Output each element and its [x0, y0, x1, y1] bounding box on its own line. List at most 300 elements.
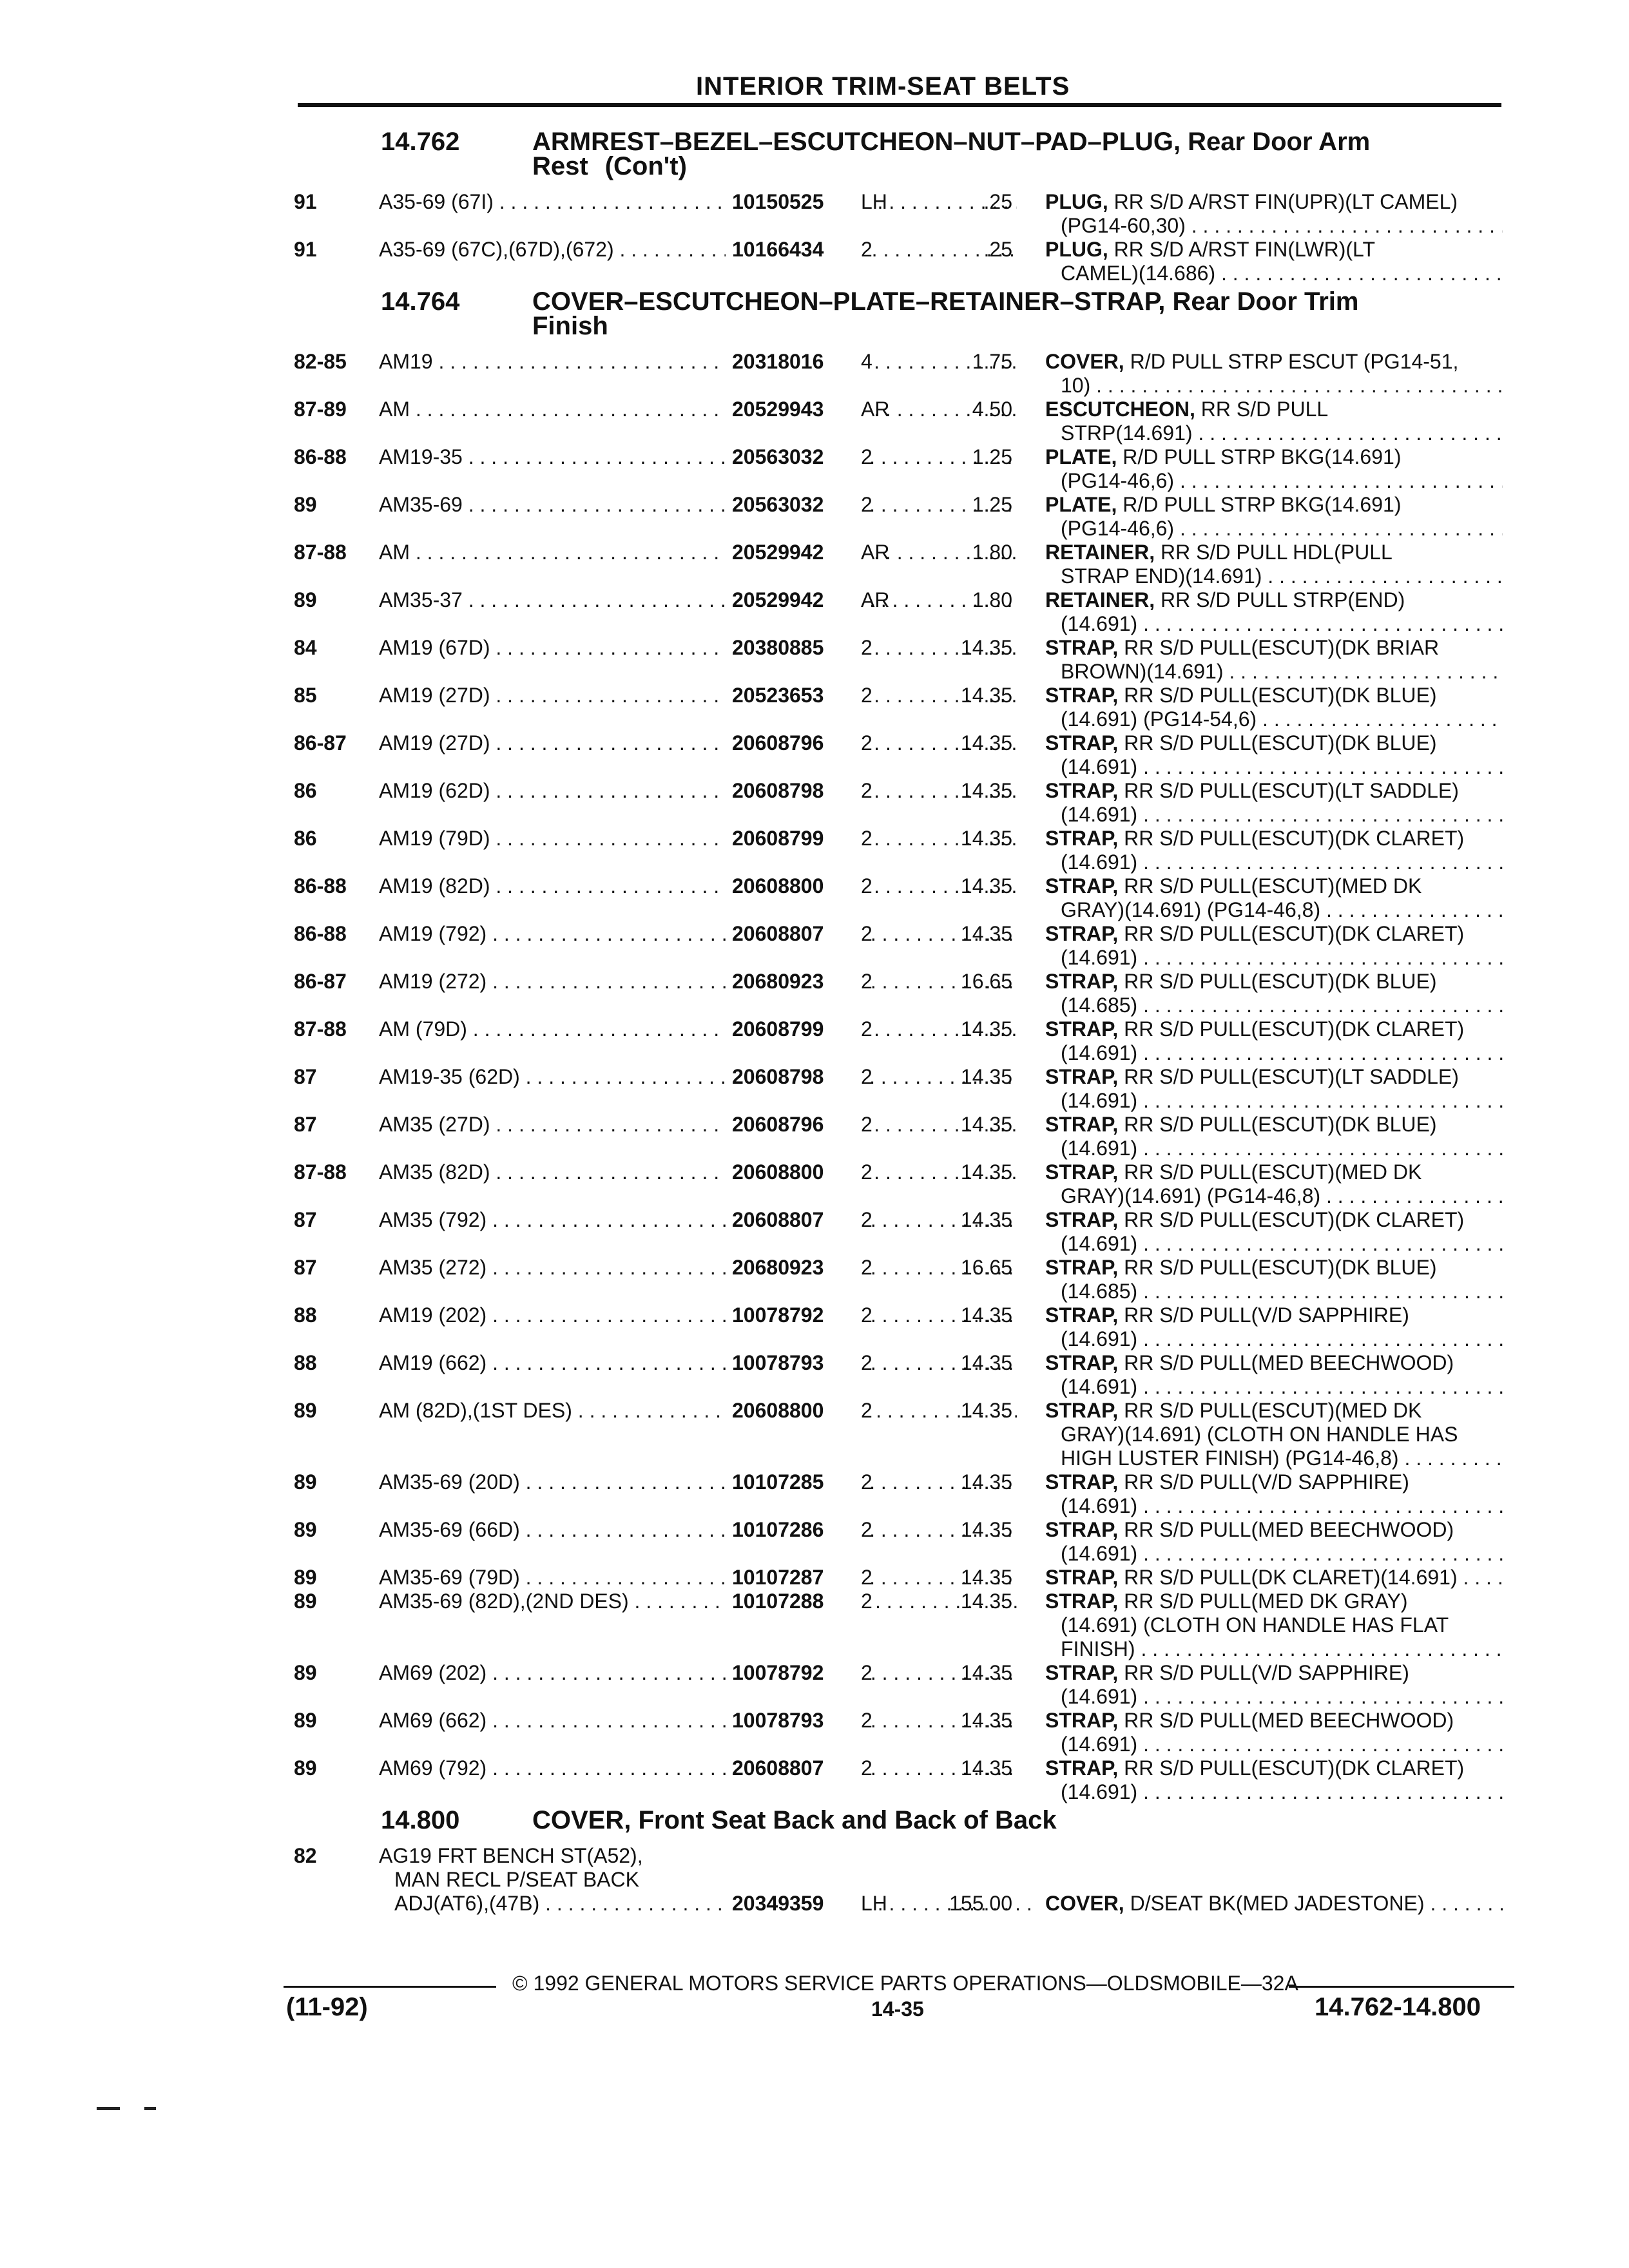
- footer-rule-left: [284, 1986, 496, 1988]
- quantity: 2: [861, 445, 872, 468]
- quantity: AR: [861, 398, 890, 421]
- application-text: AM (79D) . . .: [379, 1017, 1017, 1041]
- quantity: 2: [861, 1566, 872, 1589]
- part-number: 20680923: [726, 1256, 871, 1280]
- description-line: BROWN)(14.691) . . .: [1045, 660, 1503, 684]
- description: [1045, 1017, 1503, 1065]
- model-years: 87: [294, 1208, 317, 1231]
- description-text: RR S/D PULL(ESCUT)(DK BLUE): [1118, 1256, 1437, 1279]
- part-number: 20523653: [726, 684, 871, 707]
- description-text: R/D PULL STRP BKG(14.691): [1117, 493, 1402, 516]
- section-title-text: Finish: [532, 312, 608, 340]
- section-number: 14.762: [381, 128, 460, 156]
- model-years: 89: [294, 1709, 317, 1732]
- parts-entry: [294, 190, 1512, 238]
- price: 14.35: [960, 779, 1012, 802]
- parts-entry: [294, 1160, 1512, 1208]
- application-text: AM35-69 (20D) . . .: [379, 1470, 1017, 1494]
- description-line: [1045, 1160, 1503, 1184]
- footer-rule-right: [1289, 1986, 1514, 1988]
- application-text: A35-69 (67C),(67D),(672) . . .: [379, 238, 1017, 262]
- description-line: (PG14-46,6) . . .: [1045, 469, 1503, 493]
- description: [1045, 398, 1503, 445]
- description: [1045, 1709, 1503, 1756]
- description: [1045, 779, 1503, 827]
- quantity: 2: [861, 1590, 872, 1613]
- description-keyword: RETAINER,: [1045, 588, 1155, 611]
- description-keyword: STRAP,: [1045, 684, 1119, 707]
- parts-entry: [294, 1351, 1512, 1399]
- model-years: 89: [294, 588, 317, 611]
- description: [1045, 1113, 1503, 1160]
- model-years: 89: [294, 493, 317, 516]
- section-heading: [294, 289, 1512, 350]
- part-number: 20608796: [726, 731, 871, 755]
- description-line: [1045, 588, 1503, 612]
- description-keyword: STRAP,: [1045, 1160, 1119, 1184]
- price: 14.35: [960, 684, 1012, 707]
- scan-mark: [144, 2107, 156, 2110]
- quantity: 2: [861, 1113, 872, 1136]
- scan-mark: [97, 2107, 120, 2110]
- description-line: [1045, 731, 1503, 755]
- parts-entry: [294, 684, 1512, 731]
- description-line: [1045, 238, 1503, 262]
- part-number: 20563032: [726, 445, 871, 469]
- description-keyword: STRAP,: [1045, 1756, 1119, 1780]
- model-years: 87-88: [294, 1160, 347, 1184]
- description-text: RR S/D PULL(ESCUT)(DK CLARET): [1118, 1756, 1465, 1780]
- model-years: 89: [294, 1470, 317, 1494]
- description-line: (PG14-46,6) . . .: [1045, 517, 1503, 541]
- description-text: RR S/D PULL(ESCUT)(LT SADDLE): [1118, 779, 1459, 802]
- description-line: [1045, 1590, 1503, 1613]
- description: [1045, 541, 1503, 588]
- description-line: GRAY)(14.691) (PG14-46,8) . . .: [1045, 898, 1503, 922]
- price: 14.35: [960, 1208, 1012, 1231]
- description-line: (14.691) . . .: [1045, 1041, 1503, 1065]
- parts-entry: [294, 1399, 1512, 1470]
- description-keyword: STRAP,: [1045, 779, 1119, 802]
- parts-entry: [294, 1303, 1512, 1351]
- description-keyword: STRAP,: [1045, 827, 1119, 850]
- price: 14.35: [960, 1709, 1012, 1732]
- description: [1045, 238, 1503, 285]
- model-years: 89: [294, 1566, 317, 1589]
- description-line: [1045, 1256, 1503, 1280]
- description: [1045, 1661, 1503, 1709]
- application-text: AM35 (792) . . .: [379, 1208, 1017, 1232]
- section-number: 14.800: [381, 1806, 460, 1834]
- page-title: INTERIOR TRIM-SEAT BELTS: [696, 72, 1070, 101]
- description-keyword: STRAP,: [1045, 1351, 1119, 1374]
- quantity: 2: [861, 827, 872, 850]
- description-text: RR S/D PULL(ESCUT)(DK BRIAR: [1118, 636, 1440, 659]
- part-number: 20380885: [726, 636, 871, 660]
- parts-entry: [294, 238, 1512, 285]
- part-number: 10078792: [726, 1303, 871, 1327]
- description-line: (14.691) . . .: [1045, 1327, 1503, 1351]
- price: 14.35: [960, 922, 1012, 945]
- quantity: 2: [861, 636, 872, 659]
- application-text: AM35 (82D) . . .: [379, 1160, 1017, 1184]
- parts-catalog-body: [294, 126, 1512, 1916]
- quantity: 2: [861, 1160, 872, 1184]
- description-keyword: STRAP,: [1045, 1566, 1119, 1589]
- model-years: 85: [294, 684, 317, 707]
- quantity: 2: [861, 493, 872, 516]
- description: [1045, 1303, 1503, 1351]
- application-block: [379, 1844, 643, 1892]
- application-text: AM35-69 (66D) . . .: [379, 1518, 1017, 1542]
- description-keyword: STRAP,: [1045, 1113, 1119, 1136]
- price: 16.65: [960, 1256, 1012, 1279]
- description-keyword: STRAP,: [1045, 1065, 1119, 1088]
- description-text: RR S/D PULL(V/D SAPPHIRE): [1118, 1470, 1409, 1494]
- description-line: [1045, 970, 1503, 994]
- quantity: 2: [861, 1017, 872, 1041]
- description-text: RR S/D PULL(MED DK GRAY): [1118, 1590, 1408, 1613]
- application-text: AM19 (272) . . .: [379, 970, 1017, 994]
- application-text: AM19 (82D) . . .: [379, 874, 1017, 898]
- description-line: [1045, 1566, 1503, 1590]
- description-text: RR S/D PULL(V/D SAPPHIRE): [1118, 1661, 1409, 1684]
- description-line: [1045, 684, 1503, 707]
- description-text: RR S/D A/RST FIN(LWR)(LT: [1108, 238, 1376, 261]
- model-years: 89: [294, 1399, 317, 1422]
- description-line: [1045, 1017, 1503, 1041]
- part-number: 10107286: [726, 1518, 871, 1542]
- section-title: [532, 130, 1499, 178]
- application-text: AM19 (792) . . .: [379, 922, 1017, 946]
- description-line: [1045, 493, 1503, 517]
- description-text: RR S/D A/RST FIN(UPR)(LT CAMEL): [1108, 190, 1458, 213]
- description-keyword: STRAP,: [1045, 1709, 1119, 1732]
- price: 14.35: [960, 1590, 1012, 1613]
- description-line: FINISH) . . .: [1045, 1637, 1503, 1661]
- price: 14.35: [960, 1303, 1012, 1327]
- description-line: (PG14-60,30) . . .: [1045, 214, 1503, 238]
- application-text: AM19 (662) . . .: [379, 1351, 1017, 1375]
- description-keyword: STRAP,: [1045, 1017, 1119, 1041]
- application-text: AM35-37 . . .: [379, 588, 1017, 612]
- description-keyword: STRAP,: [1045, 970, 1119, 993]
- price: 14.35: [960, 1113, 1012, 1136]
- description-line: (14.691) . . .: [1045, 1089, 1503, 1113]
- model-years: 86: [294, 779, 317, 802]
- application-text: AM35 (272) . . .: [379, 1256, 1017, 1280]
- quantity: 2: [861, 779, 872, 802]
- part-number: 10078793: [726, 1351, 871, 1375]
- description-keyword: STRAP,: [1045, 1518, 1119, 1541]
- price: 14.35: [960, 1566, 1012, 1589]
- price: 14.35: [960, 731, 1012, 754]
- description-keyword: COVER,: [1045, 350, 1124, 373]
- model-years: 82: [294, 1844, 317, 1867]
- price: 155.00: [949, 1892, 1012, 1915]
- part-number: 20608799: [726, 827, 871, 850]
- description: [1045, 827, 1503, 874]
- description: [1045, 731, 1503, 779]
- description: [1045, 874, 1503, 922]
- price: 14.35: [960, 1518, 1012, 1541]
- model-years: 84: [294, 636, 317, 659]
- description-line: (14.691) . . .: [1045, 803, 1503, 827]
- application-text: AM19-35 . . .: [379, 445, 1017, 469]
- parts-entry: [294, 970, 1512, 1017]
- price: .25: [983, 238, 1012, 261]
- model-years: 88: [294, 1351, 317, 1374]
- price: 14.35: [960, 1399, 1012, 1422]
- description: [1045, 1756, 1503, 1804]
- description-keyword: STRAP,: [1045, 1661, 1119, 1684]
- description-keyword: COVER,: [1045, 1892, 1124, 1915]
- model-years: 89: [294, 1590, 317, 1613]
- price: 1.25: [972, 493, 1012, 516]
- description-text: RR S/D PULL(ESCUT)(DK CLARET): [1118, 827, 1465, 850]
- description: [1045, 445, 1503, 493]
- description-line: [1045, 1399, 1503, 1423]
- footer-copyright: © 1992 GENERAL MOTORS SERVICE PARTS OPERATIONS—OLDSMOBILE—32A: [512, 1972, 1298, 1995]
- quantity: 2: [861, 1208, 872, 1231]
- part-number: 20608798: [726, 779, 871, 803]
- footer-page-number: 14-35: [871, 1997, 924, 2021]
- description-text: R/D PULL STRP BKG(14.691): [1117, 445, 1402, 468]
- description-text: D/SEAT BK(MED JADESTONE): [1124, 1892, 1425, 1915]
- description-line: [1045, 445, 1503, 469]
- description-line: [1045, 1892, 1503, 1916]
- description-line: 10) . . .: [1045, 374, 1503, 398]
- description-keyword: PLUG,: [1045, 238, 1108, 261]
- description-text: RR S/D PULL(ESCUT)(DK CLARET): [1118, 1017, 1465, 1041]
- description-text: RR S/D PULL(DK CLARET)(14.691): [1118, 1566, 1458, 1589]
- description-keyword: STRAP,: [1045, 1590, 1119, 1613]
- parts-entry: [294, 1470, 1512, 1518]
- description-line: (14.691) . . .: [1045, 1542, 1503, 1566]
- parts-entry: [294, 1844, 1512, 1916]
- application-text: AM19 . . .: [379, 350, 1017, 374]
- parts-entry: [294, 1756, 1512, 1804]
- parts-entry: [294, 779, 1512, 827]
- parts-entry: [294, 1661, 1512, 1709]
- description-line: [1045, 1113, 1503, 1137]
- description-text: RR S/D PULL(ESCUT)(DK BLUE): [1118, 731, 1437, 754]
- footer-date: (11-92): [286, 1993, 368, 2021]
- quantity: AR: [861, 588, 890, 611]
- description-line: (14.691) . . .: [1045, 1733, 1503, 1756]
- description-text: RR S/D PULL(ESCUT)(DK BLUE): [1118, 970, 1437, 993]
- description-line: [1045, 1351, 1503, 1375]
- part-number: 20318016: [726, 350, 871, 374]
- model-years: 89: [294, 1661, 317, 1684]
- description-text: RR S/D PULL(ESCUT)(DK BLUE): [1118, 684, 1437, 707]
- description-line: [1045, 1518, 1503, 1542]
- description-line: (14.691) . . .: [1045, 1375, 1503, 1399]
- application-text: AM69 (792) . . .: [379, 1756, 1017, 1780]
- description-text: RR S/D PULL(ESCUT)(MED DK: [1118, 874, 1422, 898]
- parts-entry: [294, 1566, 1512, 1590]
- description-line: [1045, 636, 1503, 660]
- description-line: [1045, 1709, 1503, 1733]
- description-line: (14.691) . . .: [1045, 612, 1503, 636]
- description: [1045, 1518, 1503, 1566]
- application-text: AM35 (27D) . . .: [379, 1113, 1017, 1137]
- model-years: 88: [294, 1303, 317, 1327]
- description-line: (14.691) . . .: [1045, 1780, 1503, 1804]
- parts-entry: [294, 922, 1512, 970]
- header-rule: [298, 103, 1501, 107]
- description-line: [1045, 827, 1503, 850]
- part-number: 10078792: [726, 1661, 871, 1685]
- description: [1045, 684, 1503, 731]
- description-keyword: STRAP,: [1045, 636, 1119, 659]
- description-line: [1045, 1208, 1503, 1232]
- parts-entry: [294, 541, 1512, 588]
- application-text: MAN RECL P/SEAT BACK: [394, 1868, 639, 1891]
- quantity: 2: [861, 1399, 872, 1422]
- model-years: 86: [294, 827, 317, 850]
- description-line: CAMEL)(14.686) . . .: [1045, 262, 1503, 285]
- parts-entry: [294, 1518, 1512, 1566]
- part-number: 10107288: [726, 1590, 871, 1613]
- description-keyword: STRAP,: [1045, 922, 1119, 945]
- description: [1045, 1351, 1503, 1399]
- description-line: (14.691) . . .: [1045, 1685, 1503, 1709]
- price: 14.35: [960, 1017, 1012, 1041]
- price: 14.35: [960, 1160, 1012, 1184]
- quantity: 2: [861, 1709, 872, 1732]
- price: 14.35: [960, 636, 1012, 659]
- price: 14.35: [960, 1351, 1012, 1374]
- continued-label: (Con't): [604, 152, 687, 180]
- section-title-line: COVER–ESCUTCHEON–PLATE–RETAINER–STRAP, Rear Door Trim: [532, 287, 1359, 316]
- description-text: RR S/D PULL(ESCUT)(MED DK: [1118, 1399, 1422, 1422]
- description-text: RR S/D PULL(ESCUT)(DK CLARET): [1118, 1208, 1465, 1231]
- section-heading: [294, 130, 1512, 190]
- part-number: 20608800: [726, 1160, 871, 1184]
- description: [1045, 1160, 1503, 1208]
- application-text: AM19 (202) . . .: [379, 1303, 1017, 1327]
- description-text: R/D PULL STRP ESCUT (PG14-51,: [1124, 350, 1459, 373]
- part-number: 20529943: [726, 398, 871, 421]
- description-text: RR S/D PULL(ESCUT)(MED DK: [1118, 1160, 1422, 1184]
- model-years: 87-89: [294, 398, 347, 421]
- description-line: (14.685) . . .: [1045, 1280, 1503, 1303]
- quantity: AR: [861, 541, 890, 564]
- part-number: 20608798: [726, 1065, 871, 1089]
- section-title-line: [532, 314, 1499, 338]
- description-keyword: PLATE,: [1045, 445, 1117, 468]
- description-line: [1045, 398, 1503, 421]
- description: [1045, 1256, 1503, 1303]
- description-text: RR S/D PULL(MED BEECHWOOD): [1118, 1709, 1454, 1732]
- quantity: 2: [861, 1351, 872, 1374]
- description-line: [1045, 1065, 1503, 1089]
- section-title-line: [532, 154, 1499, 178]
- description-line: [1045, 1470, 1503, 1494]
- parts-entry: [294, 350, 1512, 398]
- description-keyword: STRAP,: [1045, 874, 1119, 898]
- description: [1045, 922, 1503, 970]
- description-line: GRAY)(14.691) (PG14-46,8) . . .: [1045, 1184, 1503, 1208]
- parts-entry: [294, 731, 1512, 779]
- description: [1045, 350, 1503, 398]
- description: [1045, 1566, 1503, 1590]
- description-line: (14.691) . . .: [1045, 1494, 1503, 1518]
- description: [1045, 493, 1503, 541]
- price: 14.35: [960, 1661, 1012, 1684]
- description-line: HIGH LUSTER FINISH) (PG14-46,8) . . .: [1045, 1446, 1503, 1470]
- part-number: 20608807: [726, 922, 871, 946]
- description-keyword: ESCUTCHEON,: [1045, 398, 1195, 421]
- description-line: (14.691) . . .: [1045, 850, 1503, 874]
- description-line: [1045, 922, 1503, 946]
- parts-entry: [294, 1208, 1512, 1256]
- quantity: 2: [861, 1518, 872, 1541]
- model-years: 86-88: [294, 874, 347, 898]
- model-years: 91: [294, 238, 317, 261]
- part-number: 10107287: [726, 1566, 871, 1590]
- description-line: (14.691) . . .: [1045, 1232, 1503, 1256]
- price: 14.35: [960, 1470, 1012, 1494]
- parts-entry: [294, 1256, 1512, 1303]
- description-text: RR S/D PULL HDL(PULL: [1155, 541, 1393, 564]
- description-keyword: STRAP,: [1045, 731, 1119, 754]
- quantity: 2: [861, 1065, 872, 1088]
- quantity: 2: [861, 874, 872, 898]
- application-text: AG19 FRT BENCH ST(A52),: [379, 1844, 643, 1867]
- description-line: (14.691) (CLOTH ON HANDLE HAS FLAT: [1061, 1613, 1449, 1637]
- parts-entry: [294, 1017, 1512, 1065]
- description-line: (14.691) . . .: [1045, 946, 1503, 970]
- price: 1.80: [972, 541, 1012, 564]
- section-title: [532, 289, 1499, 338]
- parts-entry: [294, 398, 1512, 445]
- quantity: 2: [861, 1256, 872, 1279]
- part-number: 20529942: [726, 541, 871, 564]
- description-line: [1045, 541, 1503, 564]
- price: 14.35: [960, 874, 1012, 898]
- description-line: (14.685) . . .: [1045, 994, 1503, 1017]
- part-number: 20608807: [726, 1208, 871, 1232]
- description-text: RR S/D PULL(ESCUT)(DK CLARET): [1118, 922, 1465, 945]
- part-number: 20608807: [726, 1756, 871, 1780]
- price: 4.50: [972, 398, 1012, 421]
- description: [1045, 1065, 1503, 1113]
- model-years: 82-85: [294, 350, 347, 373]
- application-text: A35-69 (67I) . . .: [379, 190, 1017, 214]
- parts-entry: [294, 874, 1512, 922]
- application-text: AM69 (662) . . .: [379, 1709, 1017, 1733]
- description-keyword: RETAINER,: [1045, 541, 1155, 564]
- description-line: [1045, 1303, 1503, 1327]
- description: [1045, 190, 1503, 238]
- quantity: 4: [861, 350, 872, 373]
- application-text: ADJ(AT6),(47B) . . .: [394, 1892, 1032, 1916]
- section-number: 14.764: [381, 287, 460, 316]
- description-keyword: PLATE,: [1045, 493, 1117, 516]
- application-text: AM19 (62D) . . .: [379, 779, 1017, 803]
- application-text: AM19 (27D) . . .: [379, 731, 1017, 755]
- part-number: 20563032: [726, 493, 871, 517]
- price: 16.65: [960, 970, 1012, 993]
- description: [1045, 1208, 1503, 1256]
- description-line: [1045, 1756, 1503, 1780]
- description-keyword: STRAP,: [1045, 1399, 1119, 1422]
- part-number: 10107285: [726, 1470, 871, 1494]
- parts-entry: [294, 827, 1512, 874]
- part-number: 20349359: [726, 1892, 871, 1916]
